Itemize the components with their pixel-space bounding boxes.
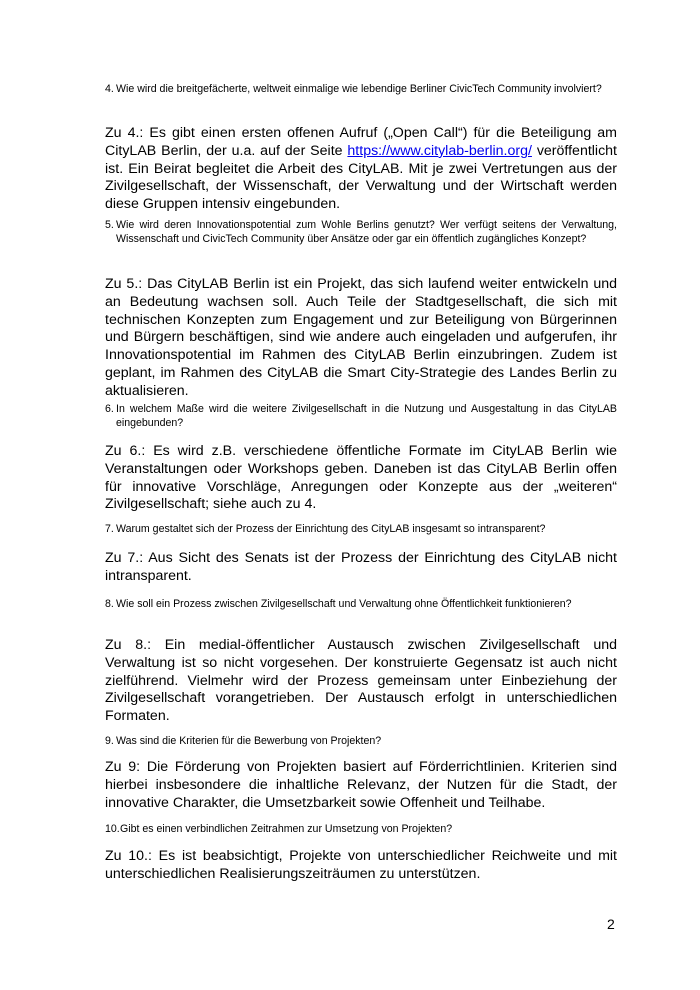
question-text: Wie wird die breitgefächerte, weltweit einmalige wie lebendige Berliner CivicTech Community involviert?: [116, 83, 602, 95]
question-number: 7.: [105, 523, 114, 535]
question-number: 9.: [105, 735, 114, 747]
question-text: In welchem Maße wird die weitere Zivilgesellschaft in die Nutzung und Ausgestaltung in das CityLAB eingebunden?: [116, 403, 617, 429]
answer-8: Zu 8.: Ein medial-öffentlicher Austausch zwischen Zivilgesellschaft und Verwaltung ist so nicht vorgesehen. Der konstruierte Gegensatz ist auch nicht zielführend. Vielmehr wird der Prozess gemeinsam unter Einbeziehung der Zivilgesellschaft vorangetrieben. Der Austausch erfolgt in unterschiedlichen Formaten.: [105, 637, 617, 725]
answer-10: Zu 10.: Es ist beabsichtigt, Projekte von unterschiedlicher Reichweite und mit unterschiedlichen Realisierungszeiträumen zu unterstützen.: [105, 848, 617, 882]
question-6: [105, 403, 617, 430]
question-text: Gibt es einen verbindlichen Zeitrahmen zur Umsetzung von Projekten?: [120, 823, 453, 835]
question-number: 4.: [105, 83, 114, 95]
question-text: Was sind die Kriterien für die Bewerbung von Projekten?: [116, 735, 382, 747]
answer-5: Zu 5.: Das CityLAB Berlin ist ein Projekt, das sich laufend weiter entwickeln und an Bedeutung wachsen soll. Auch Teile der Stadtgesellschaft, die sich mit technischen Konzepten zum Engagement und zur Beteiligung von Bürgerinnen und Bürgern beschäftigen, sind wie andere auch eingeladen und aufgerufen, ihr Innovationspotential im Rahmen des CityLAB Berlin einzubringen. Zudem ist geplant, im Rahmen des CityLAB die Smart City-Strategie des Landes Berlin zu aktualisieren.: [105, 276, 617, 399]
answer-7: Zu 7.: Aus Sicht des Senats ist der Prozess der Einrichtung des CityLAB nicht intransparent.: [105, 550, 617, 584]
question-10: [105, 823, 617, 837]
question-text: Warum gestaltet sich der Prozess der Einrichtung des CityLAB insgesamt so intransparent?: [116, 523, 546, 535]
question-4: [105, 83, 617, 97]
answer-4: [105, 125, 617, 214]
answer-text-end: veröffentlicht ist. Ein Beirat begleitet die Arbeit des CityLAB. Mit je zwei Vertretungen aus der Zivilgesellschaft, der Wissenschaft, der Verwaltung und der Wirtschaft werden diese Gruppen intensiv eingebunden.: [105, 142, 618, 213]
answer-text-start: Zu 4.: Es gibt einen ersten offenen Aufruf („Open Call“) für die Beteiligung am CityLAB Berlin, der u.a. auf der Seite: [105, 125, 617, 159]
question-text: Wie wird deren Innovationspotential zum Wohle Berlins genutzt? Wer verfügt seitens der Verwaltung, Wissenschaft und CivicTech Community über Ansätze oder gar ein öffentlich zugängliches Konzept?: [116, 219, 617, 245]
citylab-link[interactable]: https://www.citylab-berlin.org/: [347, 142, 532, 159]
question-number: 8.: [105, 598, 114, 610]
question-9: [105, 735, 617, 749]
question-5: [105, 219, 617, 246]
question-number: 5.: [105, 219, 114, 231]
question-number: 6.: [105, 403, 114, 415]
answer-9: Zu 9: Die Förderung von Projekten basiert auf Förderrichtlinien. Kriterien sind hierbei insbesondere die inhaltliche Relevanz, der Nutzen für die Stadt, der innovative Charakter, die Umsetzbarkeit sowie Offenheit und Teilhabe.: [105, 759, 617, 811]
question-7: [105, 523, 617, 537]
page-number: 2: [607, 916, 615, 932]
question-number: 10.: [105, 823, 120, 835]
question-8: [105, 598, 617, 612]
question-text: Wie soll ein Prozess zwischen Zivilgesellschaft und Verwaltung ohne Öffentlichkeit funktionieren?: [116, 598, 572, 610]
answer-6: Zu 6.: Es wird z.B. verschiedene öffentliche Formate im CityLAB Berlin wie Veranstaltungen oder Workshops geben. Daneben ist das CityLAB Berlin offen für innovative Vorschläge, Anregungen oder Konzepte aus der „weiteren“ Zivilgesellschaft; siehe auch zu 4.: [105, 443, 617, 513]
